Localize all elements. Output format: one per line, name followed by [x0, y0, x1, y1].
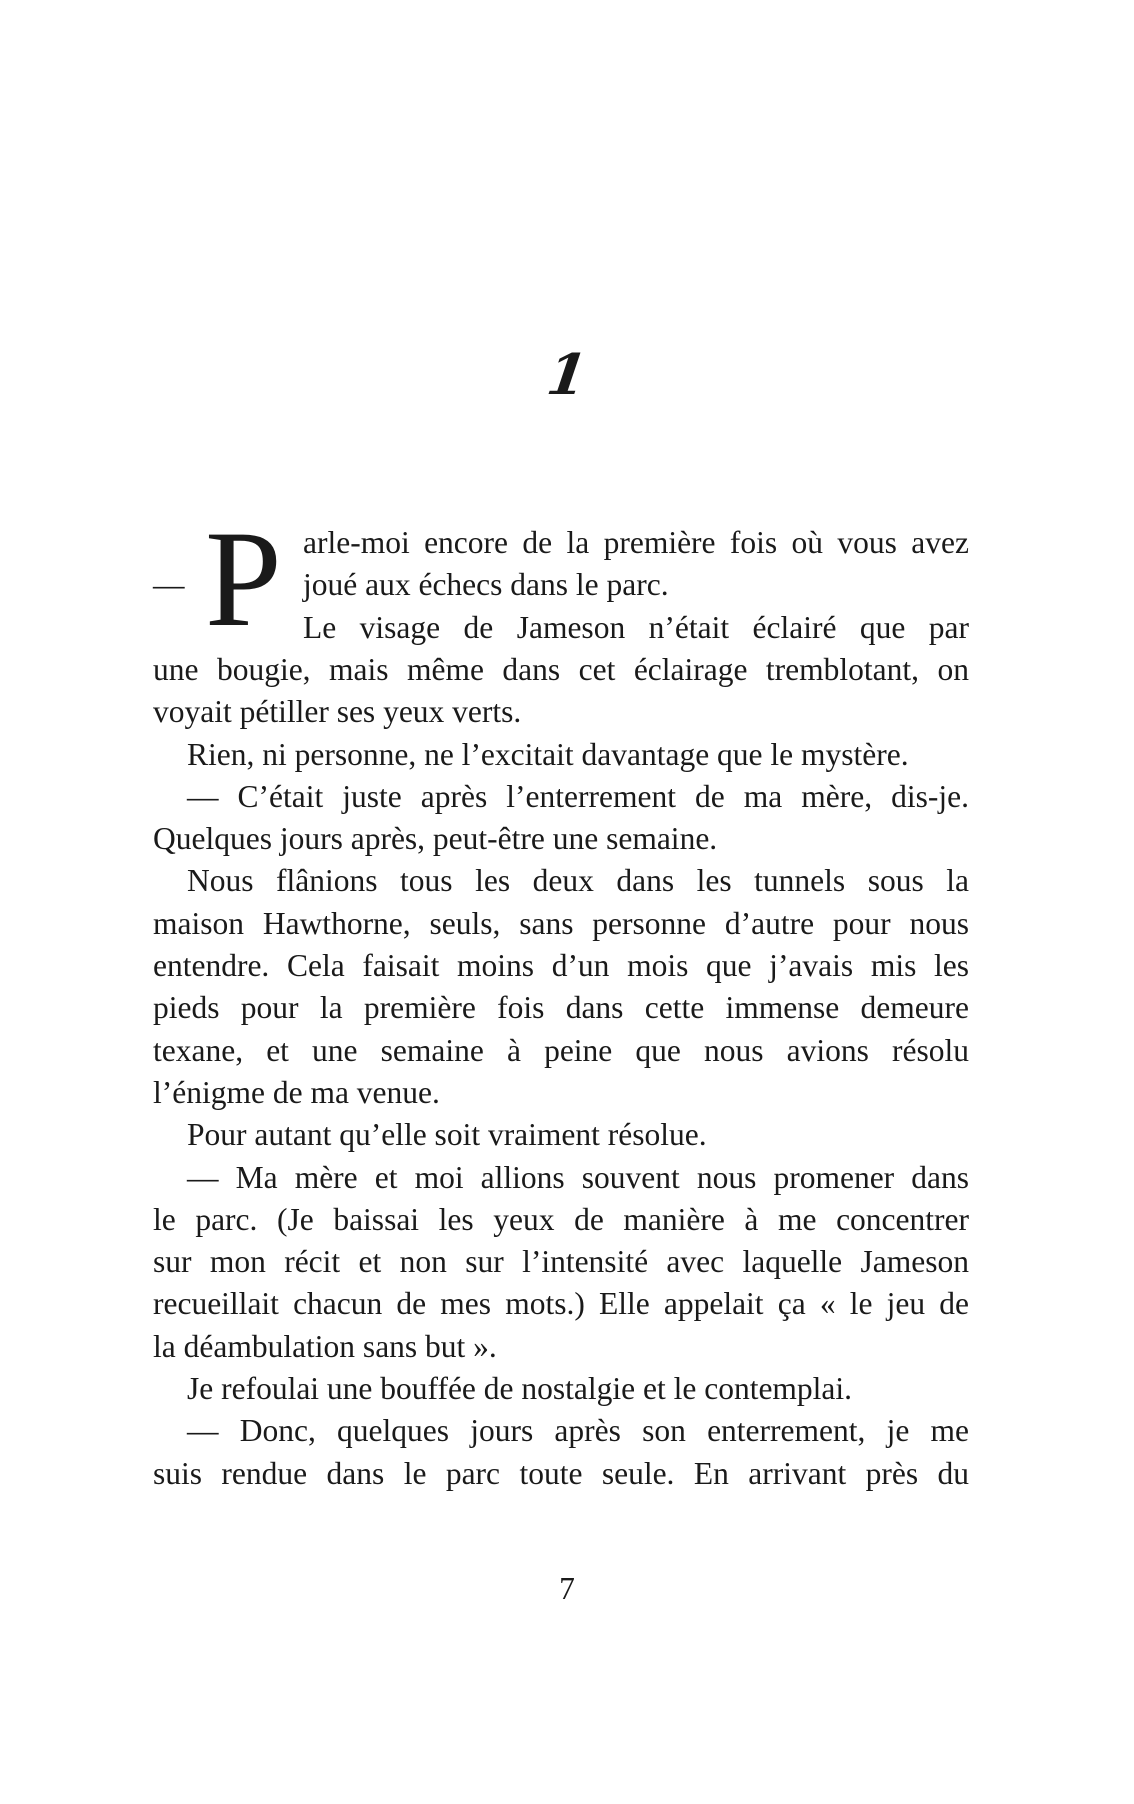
text-line: Rien, ni personne, ne l’excitait davantage que le mystère. — [187, 736, 909, 772]
text-line: sur mon récit et non sur l’intensité avec laquelle Jameson — [153, 1244, 969, 1280]
text-line: la déambulation sans but ». — [153, 1328, 497, 1364]
text-line: Je refoulai une bouffée de nostalgie et le contemplai. — [187, 1371, 853, 1407]
text-line: Quelques jours après, peut-être une semaine. — [153, 821, 718, 857]
text-line: Le visage de Jameson n’était éclairé que par — [303, 609, 969, 645]
text-line: texane, et une semaine à peine que nous avions résolu — [153, 1032, 969, 1068]
text-line: pieds pour la première fois dans cette immense demeure — [153, 990, 969, 1026]
text-line: voyait pétiller ses yeux verts. — [153, 694, 522, 730]
drop-cap: P — [205, 502, 282, 655]
drop-cap-lines — [303, 522, 969, 649]
text-line: l’énigme de ma venue. — [153, 1074, 440, 1110]
page-number: 7 — [559, 1571, 575, 1606]
text-line: recueillait chacun de mes mots.) Elle appelait ça « le jeu de — [153, 1286, 969, 1322]
text-line: suis rendue dans le parc toute seule. En arrivant près du — [153, 1455, 969, 1491]
text-line: — C’était juste après l’enterrement de ma mère, dis-je. — [187, 778, 969, 814]
text-line: maison Hawthorne, seuls, sans personne d’autre pour nous — [153, 905, 969, 941]
chapter-number: 1 — [542, 342, 592, 408]
text-line: Nous flânions tous les deux dans les tunnels sous la — [187, 863, 969, 899]
opening-dash: — — [153, 567, 185, 602]
text-line: entendre. Cela faisait moins d’un mois que j’avais mis les — [153, 948, 969, 984]
text-line: une bougie, mais même dans cet éclairage tremblotant, on — [153, 652, 969, 687]
text-line: arle-moi encore de la première fois où vous avez — [303, 525, 969, 560]
text-line: Pour autant qu’elle soit vraiment résolue. — [187, 1117, 707, 1153]
text-line: — Ma mère et moi allions souvent nous promener dans — [187, 1159, 969, 1195]
text-line: joué aux échecs dans le parc. — [303, 567, 669, 603]
text-line: — Donc, quelques jours après son enterrement, je me — [187, 1413, 969, 1449]
text-line: le parc. (Je baissai les yeux de manière à me concentrer — [153, 1201, 969, 1237]
body-text — [153, 649, 969, 1495]
